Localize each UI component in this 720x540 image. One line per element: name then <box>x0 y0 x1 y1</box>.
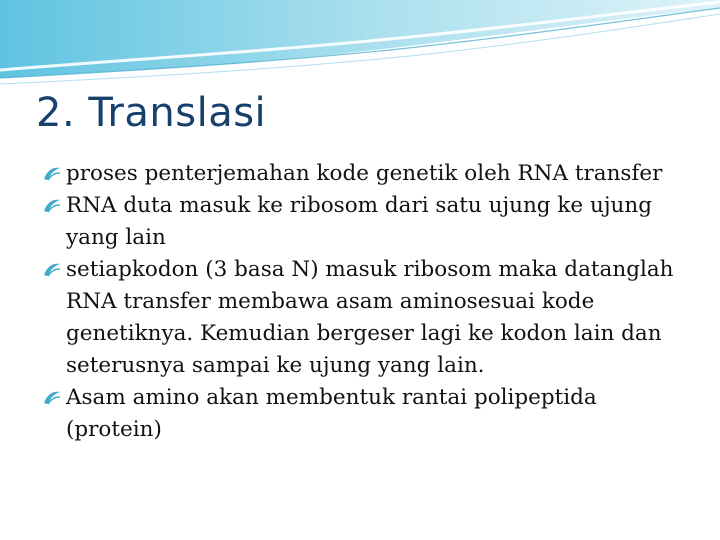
slide-title: 2. Translasi <box>36 90 267 136</box>
bullet-list <box>40 158 690 446</box>
bullet-text: RNA duta masuk ke ribosom dari satu ujung ke ujung yang lain <box>66 193 652 250</box>
header-wave-decoration <box>0 0 720 90</box>
wave-bullet-icon <box>42 197 62 215</box>
bullet-item <box>40 158 690 190</box>
bullet-item <box>40 190 690 254</box>
bullet-item <box>40 254 690 382</box>
wave-bullet-icon <box>42 389 62 407</box>
bullet-text: setiapkodon (3 basa N) masuk ribosom maka datanglah RNA transfer membawa asam aminosesuai kode genetiknya. Kemudian bergeser lagi ke kodon lain dan seterusnya sampai ke ujung yang lain. <box>66 257 674 378</box>
bullet-item <box>40 382 690 446</box>
wave-bullet-icon <box>42 261 62 279</box>
wave-bullet-icon <box>42 165 62 183</box>
bullet-text: Asam amino akan membentuk rantai polipeptida (protein) <box>66 385 597 442</box>
bullet-text: proses penterjemahan kode genetik oleh RNA transfer <box>66 161 663 186</box>
